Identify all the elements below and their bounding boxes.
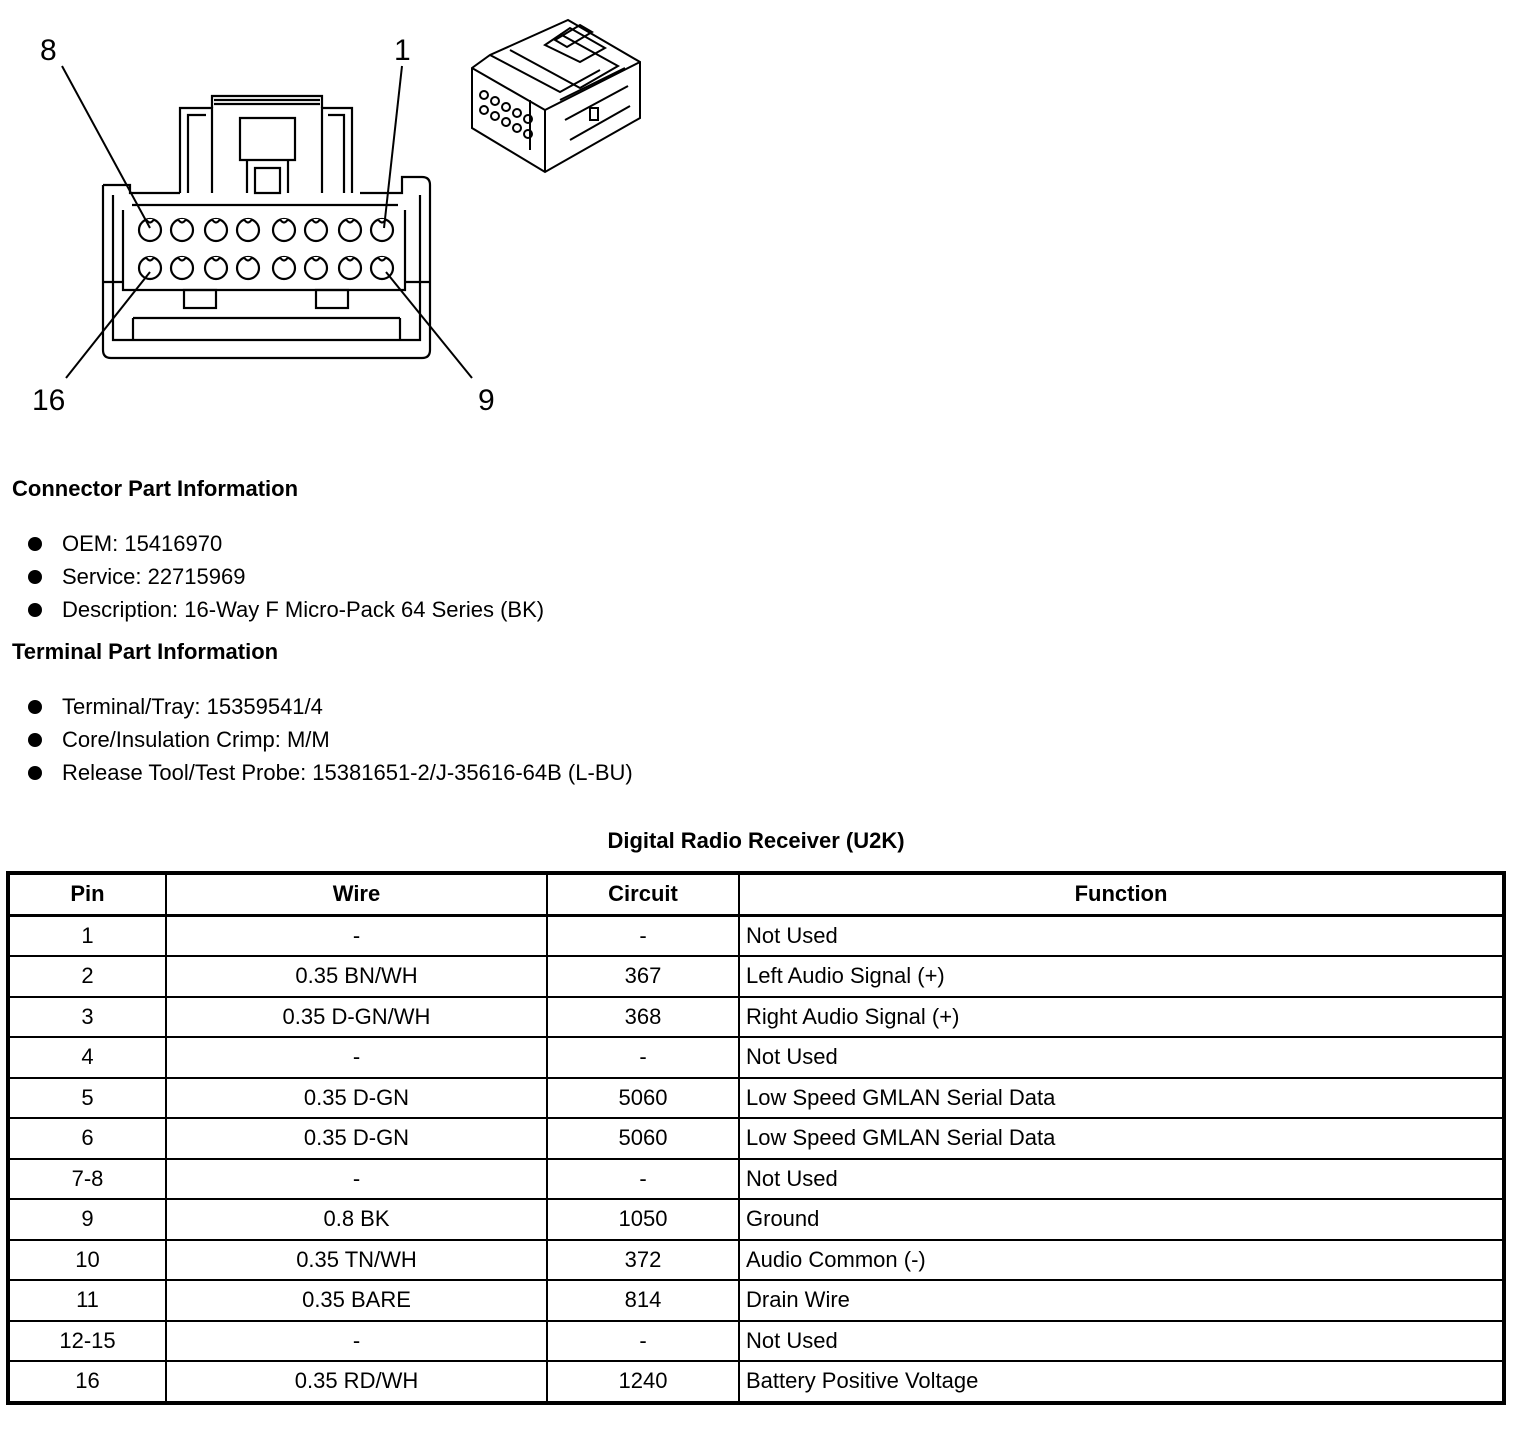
terminal-latch bbox=[178, 257, 186, 261]
connector-diagram bbox=[0, 0, 720, 440]
terminal-latch bbox=[346, 219, 354, 223]
bullet-icon bbox=[28, 537, 42, 551]
cell-function: Not Used bbox=[739, 1321, 1504, 1362]
cell-pin: 3 bbox=[8, 997, 166, 1038]
cell-wire: 0.35 BARE bbox=[166, 1280, 547, 1321]
pin-label-8: 8 bbox=[40, 34, 57, 67]
connector-isometric-icon bbox=[472, 20, 640, 172]
cell-circuit: 814 bbox=[547, 1280, 739, 1321]
table-header-row bbox=[8, 873, 1504, 915]
list-item: Terminal/Tray: 15359541/4 bbox=[28, 690, 633, 723]
cell-pin: 16 bbox=[8, 1361, 166, 1403]
terminal-latch bbox=[244, 257, 252, 261]
cell-circuit: - bbox=[547, 1159, 739, 1200]
cell-circuit: - bbox=[547, 1037, 739, 1078]
header-wire: Wire bbox=[166, 873, 547, 915]
cell-pin: 2 bbox=[8, 956, 166, 997]
terminal-part-info-list bbox=[28, 690, 633, 789]
terminal-latch bbox=[378, 257, 386, 261]
terminal-latch bbox=[146, 257, 154, 261]
cell-pin: 9 bbox=[8, 1199, 166, 1240]
pin-label-9: 9 bbox=[478, 384, 495, 417]
bullet-icon bbox=[28, 603, 42, 617]
cell-function: Ground bbox=[739, 1199, 1504, 1240]
table-row bbox=[8, 1078, 1504, 1119]
table-row bbox=[8, 915, 1504, 956]
cell-pin: 12-15 bbox=[8, 1321, 166, 1362]
pinout-table bbox=[6, 871, 1506, 1405]
terminal-latch bbox=[312, 219, 320, 223]
terminal-latch bbox=[212, 257, 220, 261]
terminal-latch bbox=[244, 219, 252, 223]
cell-wire: - bbox=[166, 915, 547, 956]
cell-circuit: 5060 bbox=[547, 1078, 739, 1119]
cell-circuit: - bbox=[547, 1321, 739, 1362]
connector-part-info-list bbox=[28, 527, 544, 626]
table-row bbox=[8, 956, 1504, 997]
cell-circuit: 5060 bbox=[547, 1118, 739, 1159]
table-row bbox=[8, 1321, 1504, 1362]
cell-function: Right Audio Signal (+) bbox=[739, 997, 1504, 1038]
list-item: Core/Insulation Crimp: M/M bbox=[28, 723, 633, 756]
cell-wire: 0.35 RD/WH bbox=[166, 1361, 547, 1403]
cell-function: Low Speed GMLAN Serial Data bbox=[739, 1118, 1504, 1159]
bullet-icon bbox=[28, 570, 42, 584]
cell-wire: 0.35 D-GN/WH bbox=[166, 997, 547, 1038]
cell-function: Not Used bbox=[739, 1159, 1504, 1200]
cell-wire: - bbox=[166, 1321, 547, 1362]
terminal-latch bbox=[280, 257, 288, 261]
table-row bbox=[8, 1361, 1504, 1403]
cell-wire: 0.35 D-GN bbox=[166, 1118, 547, 1159]
table-row bbox=[8, 1280, 1504, 1321]
list-item: Release Tool/Test Probe: 15381651-2/J-35616-64B (L-BU) bbox=[28, 756, 633, 789]
table-row bbox=[8, 1118, 1504, 1159]
list-item: Service: 22715969 bbox=[28, 560, 544, 593]
cell-circuit: 368 bbox=[547, 997, 739, 1038]
bullet-icon bbox=[28, 766, 42, 780]
cell-wire: 0.35 D-GN bbox=[166, 1078, 547, 1119]
terminal-latch bbox=[312, 257, 320, 261]
cell-wire: 0.35 BN/WH bbox=[166, 956, 547, 997]
cell-circuit: 1050 bbox=[547, 1199, 739, 1240]
bullet-icon bbox=[28, 700, 42, 714]
terminal-latch bbox=[280, 219, 288, 223]
table-row bbox=[8, 1240, 1504, 1281]
terminal-latch bbox=[178, 219, 186, 223]
cell-circuit: 367 bbox=[547, 956, 739, 997]
cell-pin: 7-8 bbox=[8, 1159, 166, 1200]
terminal-latch bbox=[212, 219, 220, 223]
pin-label-1: 1 bbox=[394, 34, 411, 67]
table-title: Digital Radio Receiver (U2K) bbox=[607, 828, 905, 853]
table-row bbox=[8, 1159, 1504, 1200]
connector-part-info-title: Connector Part Information bbox=[12, 476, 299, 501]
cell-wire: 0.35 TN/WH bbox=[166, 1240, 547, 1281]
cell-wire: 0.8 BK bbox=[166, 1199, 547, 1240]
cell-wire: - bbox=[166, 1037, 547, 1078]
cell-function: Drain Wire bbox=[739, 1280, 1504, 1321]
terminal-part-info-title: Terminal Part Information bbox=[12, 639, 279, 664]
cell-pin: 10 bbox=[8, 1240, 166, 1281]
cell-circuit: - bbox=[547, 915, 739, 956]
table-row bbox=[8, 1199, 1504, 1240]
cell-function: Battery Positive Voltage bbox=[739, 1361, 1504, 1403]
cell-pin: 4 bbox=[8, 1037, 166, 1078]
cell-pin: 1 bbox=[8, 915, 166, 956]
cell-circuit: 372 bbox=[547, 1240, 739, 1281]
terminal-latch bbox=[346, 257, 354, 261]
header-circuit: Circuit bbox=[547, 873, 739, 915]
cell-function: Audio Common (-) bbox=[739, 1240, 1504, 1281]
cell-function: Low Speed GMLAN Serial Data bbox=[739, 1078, 1504, 1119]
pin-label-16: 16 bbox=[32, 384, 66, 417]
cell-pin: 5 bbox=[8, 1078, 166, 1119]
cell-wire: - bbox=[166, 1159, 547, 1200]
cell-function: Left Audio Signal (+) bbox=[739, 956, 1504, 997]
table-row bbox=[8, 1037, 1504, 1078]
cell-pin: 11 bbox=[8, 1280, 166, 1321]
cell-function: Not Used bbox=[739, 1037, 1504, 1078]
cell-pin: 6 bbox=[8, 1118, 166, 1159]
header-pin: Pin bbox=[8, 873, 166, 915]
header-function: Function bbox=[739, 873, 1504, 915]
terminal-cavities bbox=[139, 219, 393, 279]
list-item: OEM: 15416970 bbox=[28, 527, 544, 560]
cell-circuit: 1240 bbox=[547, 1361, 739, 1403]
cell-function: Not Used bbox=[739, 915, 1504, 956]
list-item: Description: 16-Way F Micro-Pack 64 Series (BK) bbox=[28, 593, 544, 626]
table-row bbox=[8, 997, 1504, 1038]
bullet-icon bbox=[28, 733, 42, 747]
